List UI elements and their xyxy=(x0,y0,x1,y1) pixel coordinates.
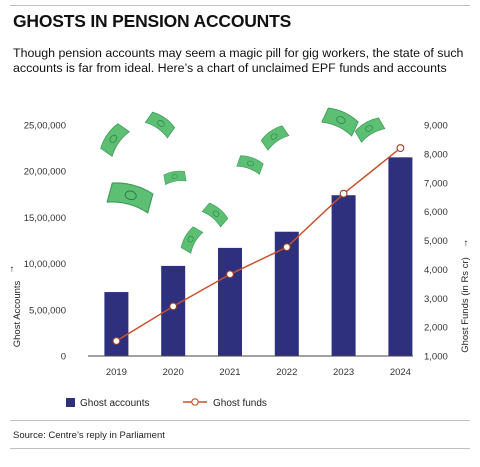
x-tick-label: 2020 xyxy=(162,367,184,378)
money-icon xyxy=(107,180,154,213)
bottom-rule xyxy=(10,448,470,449)
source-note: Source: Centre’s reply in Parliament xyxy=(13,430,165,441)
legend-swatch-ghost-accounts xyxy=(66,398,75,407)
x-axis-ticks xyxy=(106,367,411,378)
x-tick-label: 2021 xyxy=(219,367,241,378)
bar-ghost-accounts xyxy=(388,157,412,356)
x-tick-label: 2024 xyxy=(389,367,411,378)
y-axis-ticks xyxy=(24,121,66,363)
x-tick-label: 2022 xyxy=(276,367,298,378)
money-icon xyxy=(237,154,264,175)
legend-label-ghost-accounts: Ghost accounts xyxy=(80,398,150,409)
money-icon xyxy=(145,110,176,138)
ghost-funds-point xyxy=(170,303,177,310)
y-tick-label: 15,00,000 xyxy=(23,212,66,224)
y-tick-label: 25,00,000 xyxy=(23,120,66,132)
money-icon xyxy=(202,201,229,227)
y2-tick-label: 7,000 xyxy=(424,178,448,190)
x-tick-label: 2023 xyxy=(333,367,355,378)
legend-label-ghost-funds: Ghost funds xyxy=(213,398,267,409)
y-tick-label: 5,00,000 xyxy=(29,305,66,317)
money-icon xyxy=(164,170,187,185)
ghost-funds-point xyxy=(340,190,347,197)
y2-tick-label: 2,000 xyxy=(424,322,448,334)
bar-ghost-accounts xyxy=(218,248,242,356)
source-rule xyxy=(10,420,470,421)
money-icon xyxy=(322,106,360,136)
y2-tick-label: 4,000 xyxy=(424,264,448,276)
money-icon xyxy=(99,122,130,156)
y2-axis-arrow: ↑ xyxy=(463,238,469,249)
chart-subtitle: Though pension accounts may seem a magic pill for gig workers, the state of such accounts is far from ideal. Here’s a chart of unclaimed EPF funds and accounts xyxy=(13,46,464,75)
ghost-funds-line xyxy=(113,145,404,345)
y-axis-arrow: ↑ xyxy=(9,264,15,275)
y-tick-label: 10,00,000 xyxy=(23,259,66,271)
y2-tick-label: 9,000 xyxy=(424,120,448,132)
y-tick-label: 20,00,000 xyxy=(23,166,66,178)
bar-ghost-accounts xyxy=(104,292,128,356)
y-tick-label: 0 xyxy=(60,351,66,363)
bars xyxy=(104,157,412,356)
legend xyxy=(66,398,267,409)
y-axis-label: Ghost Accounts xyxy=(12,280,23,348)
y2-tick-label: 8,000 xyxy=(424,149,448,161)
x-tick-label: 2019 xyxy=(105,367,127,378)
ghost-funds-point xyxy=(397,145,404,152)
chart-title: GHOSTS IN PENSION ACCOUNTS xyxy=(13,11,292,31)
money-icon xyxy=(260,124,289,150)
ghost-funds-path xyxy=(116,148,400,341)
ghost-funds-point xyxy=(113,338,120,345)
money-icon xyxy=(354,116,385,142)
y2-tick-label: 5,000 xyxy=(424,236,448,247)
y2-tick-label: 6,000 xyxy=(424,207,448,219)
legend-marker-ghost-funds xyxy=(192,399,198,405)
ghost-funds-point xyxy=(283,244,290,251)
y2-axis-ticks xyxy=(424,121,448,363)
money-icon xyxy=(179,226,202,253)
y2-tick-label: 3,000 xyxy=(424,293,448,305)
y2-tick-label: 1,000 xyxy=(424,351,448,363)
ghost-funds-point xyxy=(227,271,234,278)
bar-ghost-accounts xyxy=(332,195,356,356)
y2-axis-label: Ghost Funds (in Rs cr) xyxy=(460,257,471,353)
